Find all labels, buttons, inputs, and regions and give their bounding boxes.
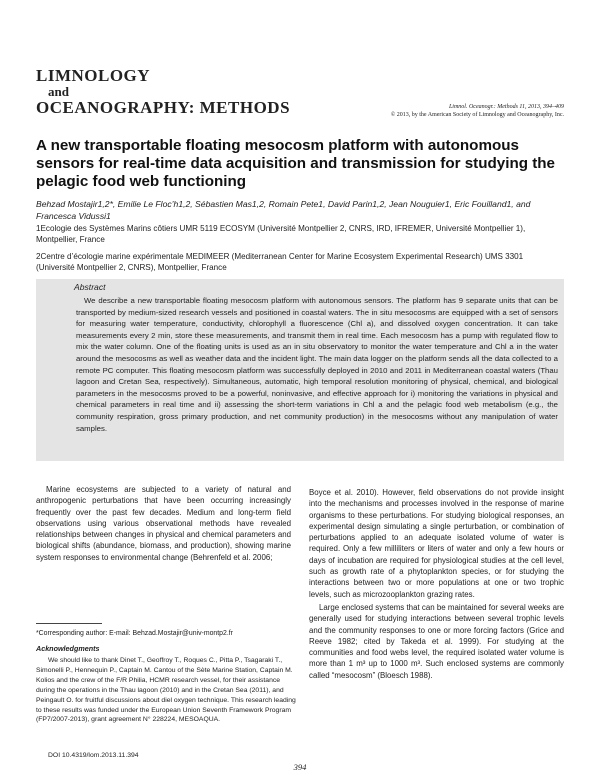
journal-name-line2: and: [48, 84, 69, 99]
corresponding-author: *Corresponding author: E-mail: Behzad.Mostajir@univ-montp2.fr: [36, 630, 233, 637]
acknowledgments-text: We should like to thank Dinet T., Geoffroy T., Roques C., Pitta P., Tsagaraki T., Simonelli P., Hennequin P., Captain M. Cantou of the Sète Marine Station, Captain M. Kolios and the crew of the F/R Philia, HCMR research vessel, for their assistance during the operations in the Thau lagoon (2010) and in the Cretan Sea (2011), and Peingault O. for fruitful discussions about diel oxygen technique. This research leading to these results was funded under the European Union Seventh Framework Program (FP7/2007-2013), grant agreement N° 228224, MESOAQUA.: [36, 657, 296, 724]
page-number: 394: [293, 762, 307, 772]
author-list: Behzad Mostajir1,2*, Emilie Le Floc’h1,2, Sébastien Mas1,2, Romain Pete1, David Parin1,2, Jean Nouguier1, Eric Fouilland1, and Francesca Vidussi1: [36, 199, 531, 221]
abstract-box: [36, 279, 564, 461]
copyright-line: © 2013, by the American Society of Limnology and Oceanography, Inc.: [390, 112, 564, 118]
body-paragraph: Marine ecosystems are subjected to a variety of natural and anthropogenic perturbations that have been occurring increasingly frequently over the past few decades. Medium and long-term field observations using various observational methods have revealed relationships between changes in physical and chemical parameters and biological shifts (abundance, biomass, and production), showing marine system responses to environmental change (Behrenfeld et al. 2006;: [36, 485, 291, 562]
body-column-right: [309, 487, 564, 681]
journal-name-line3: OCEANOGRAPHY: METHODS: [36, 98, 291, 117]
article-title: A new transportable floating mesocosm platform with autonomous sensors for real-time data acquisition and transmission for studying the pelagic food web functioning: [36, 137, 556, 190]
acknowledgments-heading: Acknowledgments: [36, 644, 100, 653]
abstract-label: Abstract: [74, 282, 106, 292]
affiliation-1: 1Ecologie des Systèmes Marins côtiers UMR 5119 ECOSYM (Université Montpellier 2, CNRS, IRD, IFREMER, Université Montpellier 1), Montpellier, France: [36, 224, 526, 244]
footnote-rule: [36, 623, 102, 624]
body-paragraph: Large enclosed systems that can be maintained for several weeks are generally used for studying interactions between several trophic levels and the community responses to one or more forcing factors (Grice and Reeve 1982; cited by Takeda et al. 1999). For studying at the communities and food webs level, the required isolated water volume is more than 1 m³ up to 1000 m³. Such enclosed systems are commonly called “mesocosm” (Bloesch 1988).: [309, 602, 564, 680]
affiliation-2: 2Centre d’écologie marine expérimentale MEDIMEER (Mediterranean Center for Marine Ecosystem Experimental Research) UMS 3301 (Université Montpellier 2, CNRS), Montpellier, France: [36, 252, 524, 272]
body-column-left: [36, 484, 291, 563]
citation-block: [391, 103, 564, 119]
abstract-text: We describe a new transportable floating mesocosm platform with autonomous sensors. The platform has 9 separate units that can be transported by medium-sized research vessels and positioned in coastal waters. The in situ mesocosms are equipped with a set of sensors for measuring water temperature, conductivity, chlorophyll a fluorescence (Chl a), and dissolved oxygen concentration. It can take measurements every 2 min, store these measurements, and transmit them in real time. Each mesocosm has a pump with regulated flow to mix the water column. One of the floating units is used as an in situ observatory to monitor the water temperature and Chl a in the water around the mesocosms as well as weather data and the incident light. The main data logger on the platform sends all the data collected to a remote PC computer. This floating mesocosm platform was successfully deployed in 2010 and 2011 in Mediterranean coastal waters (Thau lagoon and Cretan Sea, respectively). Simultaneous, automatic, high temporal resolution monitoring of physical, chemical, and biological parameters in the mesocosms proved to be a powerful, noninvasive, and effective approach for i) monitoring the variations in physical and chemical parameters in real time and ii) assessing the short-term variations in Chl a and the pelagic food web metabolism (e.g., the community respiration, gross primary production, and net community production) in the mesocosms without any manipulation of water samples.: [76, 296, 558, 433]
doi: DOI 10.4319/lom.2013.11.394: [48, 752, 139, 759]
journal-name-line1: LIMNOLOGY: [36, 66, 151, 85]
journal-masthead: [36, 67, 290, 116]
body-paragraph: Boyce et al. 2010). However, field observations do not provide insight into the mechanisms and processes involved in the response of marine organisms to these perturbations. For studying biological responses, an experimental design simulating a single perturbation, or combination of perturbations applied to an adequate isolated volume of water is required. Only a few milliliters or liters of water and only a few hours or days of incubation are required for physiological studies at the cell level, such as growth rate of a phytoplankton species, or for studying the interactions between two or more populations at one or two trophic levels, such as microzooplankton grazing rates.: [309, 488, 564, 599]
citation-line: Limnol. Oceanogr.: Methods 11, 2013, 394–409: [448, 104, 564, 110]
